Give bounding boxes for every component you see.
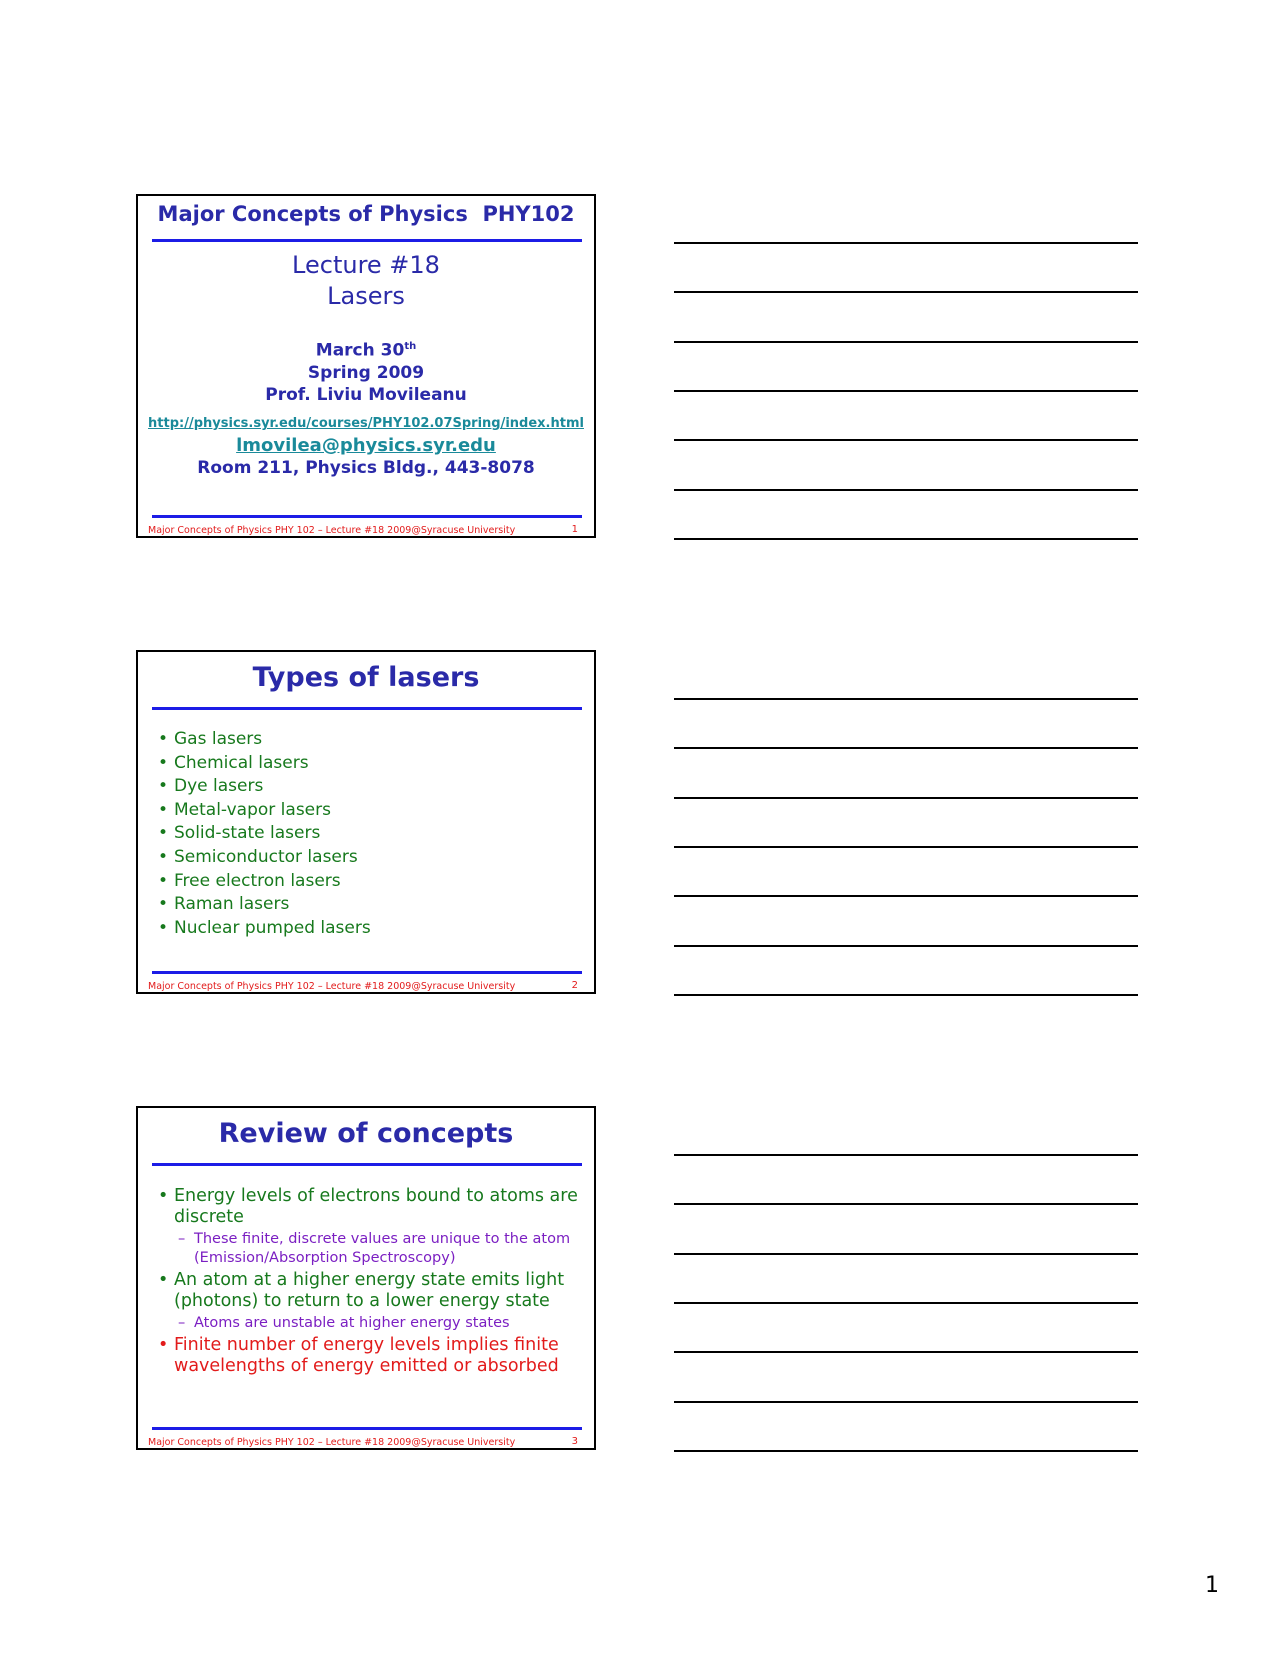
slide-1 [136,194,596,538]
slide-footer: Major Concepts of Physics PHY 102 – Lecture #18 2009@Syracuse University [148,1437,516,1448]
note-line [674,341,1138,343]
email-link[interactable]: lmovilea@physics.syr.edu [236,435,496,456]
list-item: • Gas lasers [158,728,580,752]
title-divider [152,239,582,242]
sub-list [174,1230,580,1268]
list-item: • Metal-vapor lasers [158,799,580,823]
list-item: • Nuclear pumped lasers [158,917,580,941]
list-item: • Chemical lasers [158,752,580,776]
course-url-link[interactable]: http://physics.syr.edu/courses/PHY102.07Spring/index.html [148,416,584,431]
note-line [674,1351,1138,1353]
list-item: • Dye lasers [158,775,580,799]
note-line [674,242,1138,244]
note-line [674,797,1138,799]
footer-divider [152,1427,582,1430]
slide-2 [136,650,596,994]
sub-item: – These finite, discrete values are unique to the atom (Emission/Absorption Spectroscopy) [174,1230,580,1268]
list-item [158,1186,580,1268]
sub-item: – Atoms are unstable at higher energy states [174,1314,580,1333]
note-line [674,390,1138,392]
note-line [674,291,1138,293]
sub-list [174,1314,580,1333]
title-divider [152,1163,582,1166]
note-line [674,1302,1138,1304]
page-number: 1 [1205,1573,1219,1598]
note-line [674,846,1138,848]
list-item [158,1335,580,1377]
lecture-topic: Lasers [327,282,405,310]
office-room: Room 211, Physics Bldg., 443-8078 [197,458,535,478]
note-line [674,1253,1138,1255]
professor-name: Prof. Liviu Movileanu [265,384,467,405]
lecture-number: Lecture #18 [292,251,440,279]
semester: Spring 2009 [307,362,425,383]
lecture-meta [138,336,594,406]
note-line [674,895,1138,897]
concepts-list [158,1186,580,1377]
slide-footer: Major Concepts of Physics PHY 102 – Lecture #18 2009@Syracuse University [148,981,516,992]
note-line [674,747,1138,749]
list-item [158,1270,580,1333]
bullet-text: An atom at a higher energy state emits light (photons) to return to a lower energy state [174,1270,565,1311]
note-line [674,489,1138,491]
slide-number: 3 [571,1436,578,1447]
slide-title: Types of lasers [252,662,480,693]
bullet-text: Finite number of energy levels implies finite wavelengths of energy emitted or absorbed [174,1335,559,1376]
note-line [674,1401,1138,1403]
note-line [674,1203,1138,1205]
lecture-title [138,250,594,312]
bullet-text: Energy levels of electrons bound to atoms are discrete [174,1186,578,1227]
footer-divider [152,515,582,518]
title-divider [152,707,582,710]
note-line [674,994,1138,996]
laser-types-list [158,728,580,940]
list-item: • Free electron lasers [158,870,580,894]
note-line [674,1450,1138,1452]
slide-number: 2 [571,980,578,991]
contact-info [138,412,594,479]
course-title: Major Concepts of Physics PHY102 [157,202,575,226]
footer-divider [152,971,582,974]
note-line [674,1154,1138,1156]
list-item: • Raman lasers [158,893,580,917]
note-line [674,698,1138,700]
note-line [674,538,1138,540]
slide-title: Review of concepts [218,1118,514,1149]
slide-footer: Major Concepts of Physics PHY 102 – Lecture #18 2009@Syracuse University [148,525,516,536]
list-item: • Solid-state lasers [158,822,580,846]
note-line [674,439,1138,441]
slide-3 [136,1106,596,1450]
lecture-date: March 30th [315,340,417,361]
note-line [674,945,1138,947]
list-item: • Semiconductor lasers [158,846,580,870]
slide-number: 1 [571,524,578,535]
